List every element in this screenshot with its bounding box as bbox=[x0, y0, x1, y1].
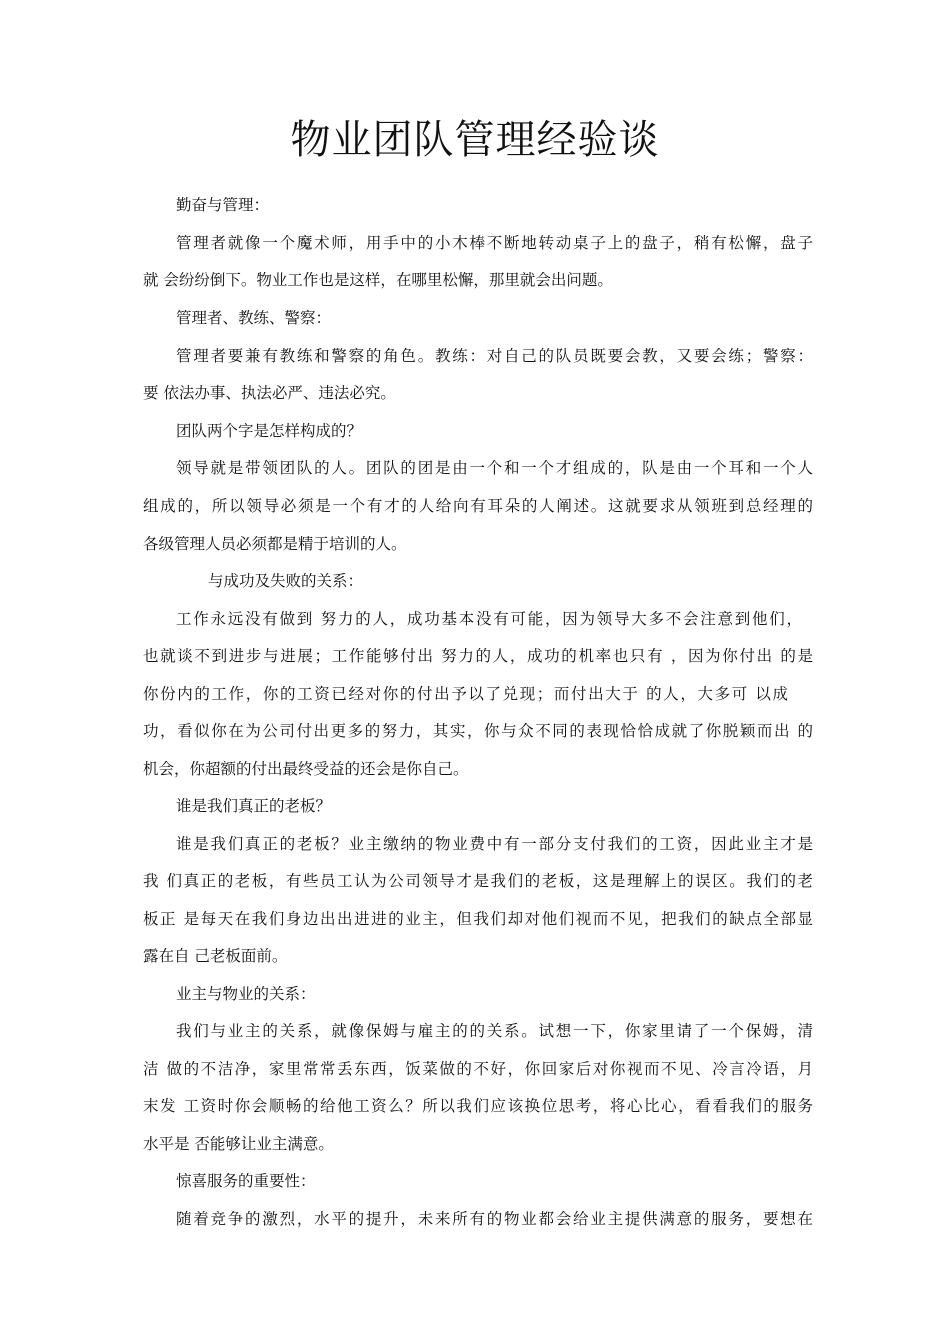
text-line: 露在自 己老板面前。 bbox=[143, 947, 288, 965]
text-line: 水平是 否能够让业主满意。 bbox=[143, 1135, 334, 1153]
text-line: 惊喜服务的重要性： bbox=[176, 1172, 316, 1190]
text-line: 就 会纷纷倒下。物业工作也是这样，在哪里松懈，那里就会出问题。 bbox=[143, 271, 613, 289]
text-line: 板正 是每天在我们身边出出进进的业主，但我们却对他们视而不见，把我们的缺点全部显 bbox=[143, 910, 813, 928]
text-line: 工作永远没有做到 努力的人，成功基本没有可能，因为领导大多不会注意到他们， bbox=[176, 610, 802, 628]
text-line: 你份内的工作，你的工资已经对你的付出予以了兑现；而付出大于 的人，大多可 以成 bbox=[143, 685, 788, 703]
text-line: 我们与业主的关系，就像保姆与雇主的的关系。试想一下，你家里请了一个保姆，清 bbox=[176, 1022, 813, 1040]
text-line: 随着竞争的激烈，水平的提升，未来所有的物业都会给业主提供满意的服务，要想在 bbox=[176, 1210, 813, 1228]
text-line: 功，看似你在为公司付出更多的努力，其实，你与众不同的表现恰恰成就了你脱颖而出 的 bbox=[143, 722, 813, 740]
text-line: 谁是我们真正的老板？业主缴纳的物业费中有一部分支付我们的工资，因此业主才是 bbox=[176, 835, 813, 853]
text-line: 我 们真正的老板，有些员工认为公司领导才是我们的老板，这是理解上的误区。我们的老 bbox=[143, 872, 813, 890]
text-line: 管理者要兼有教练和警察的角色。教练：对自己的队员既要会教，又要会练；警察： bbox=[176, 347, 813, 365]
text-line: 与成功及失败的关系： bbox=[208, 572, 364, 590]
text-line: 也就谈不到进步与进展；工作能够付出 努力的人，成功的机率也只有 ，因为你付出 的是 bbox=[143, 647, 813, 665]
text-line: 领导就是带领团队的人。团队的团是由一个和一个才组成的，队是由一个耳和一个人 bbox=[176, 459, 813, 477]
text-line: 业主与物业的关系： bbox=[176, 985, 316, 1003]
text-line: 组成的，所以领导必须是一个有才的人给向有耳朵的人阐述。这就要求从领班到总经理的 bbox=[143, 497, 813, 515]
text-line: 团队两个字是怎样构成的？ bbox=[176, 422, 363, 440]
text-line: 各级管理人员必须都是精于培训的人。 bbox=[143, 535, 407, 553]
text-line: 末发 工资时你会顺畅的给他工资么？所以我们应该换位思考，将心比心，看看我们的服务 bbox=[143, 1097, 813, 1115]
text-line: 管理者就像一个魔术师，用手中的小木棒不断地转动桌子上的盘子，稍有松懈，盘子 bbox=[176, 234, 813, 252]
text-line: 管理者、教练、警察： bbox=[176, 309, 332, 327]
document-title: 物业团队管理经验谈 bbox=[290, 117, 660, 163]
text-line: 洁 做的不洁净，家里常常丢东西，饭菜做的不好，你回家后对你视而不见、冷言冷语，月 bbox=[143, 1060, 813, 1078]
text-line: 机会，你超额的付出最终受益的还会是你自己。 bbox=[143, 760, 469, 778]
text-line: 谁是我们真正的老板？ bbox=[176, 797, 332, 815]
text-line: 要 依法办事、执法必严、违法必究。 bbox=[143, 384, 396, 402]
text-line: 勤奋与管理： bbox=[176, 196, 270, 214]
